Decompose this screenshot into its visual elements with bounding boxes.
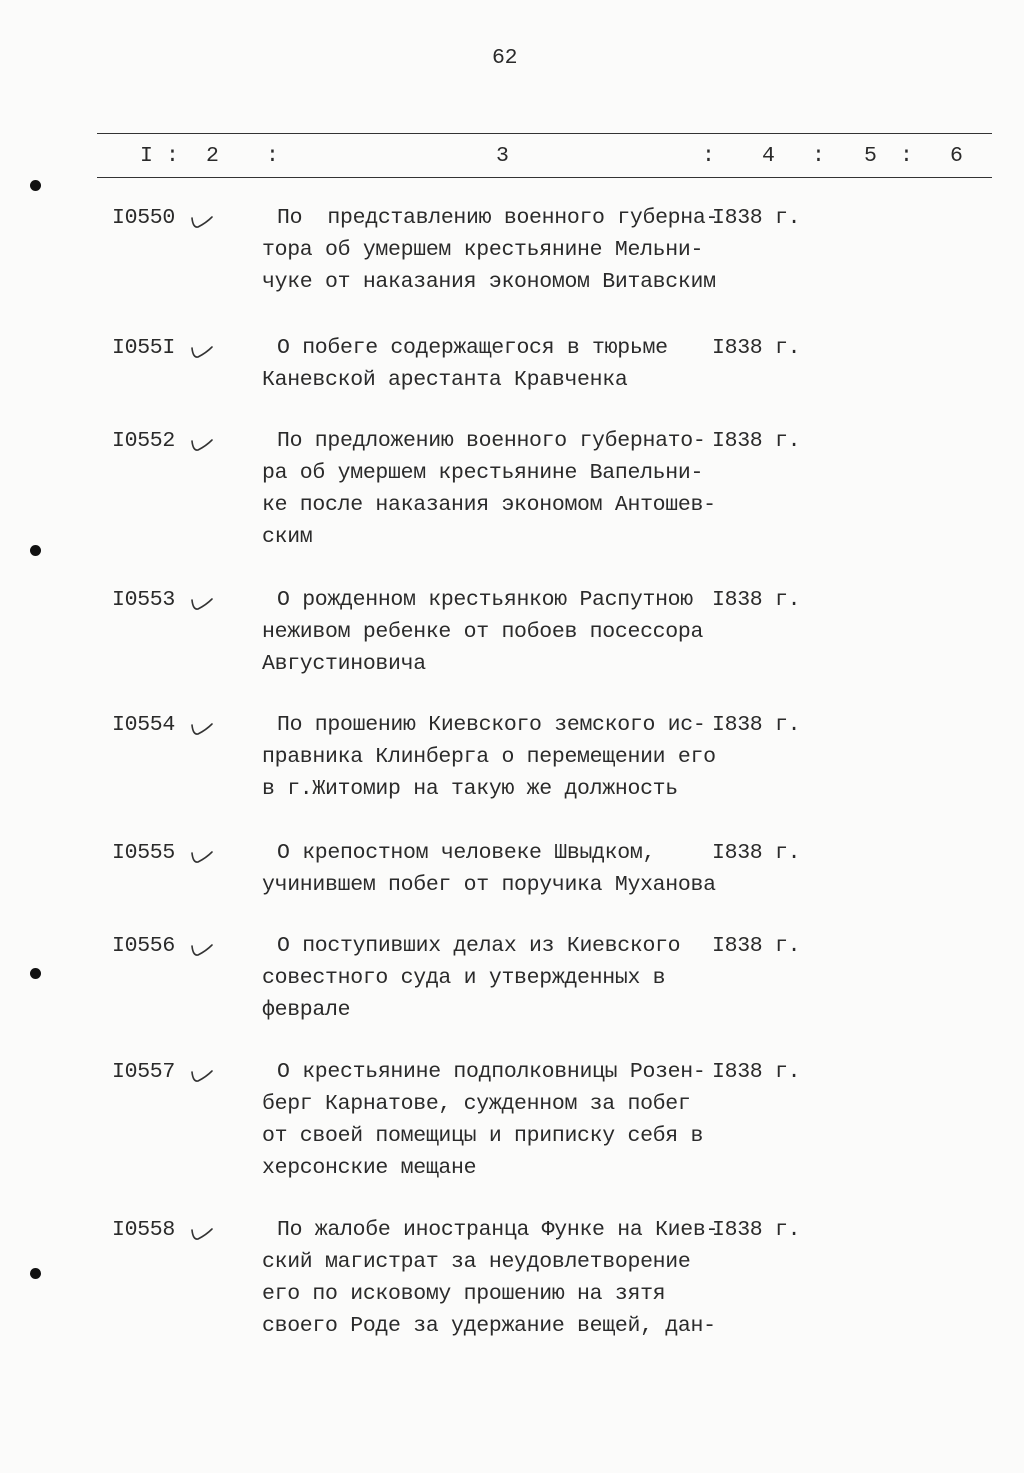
entry-year: I838 г.: [712, 206, 801, 230]
column-header-4: 4: [762, 144, 775, 168]
entry-description-first-line: По прошению Киевского земского ис-: [277, 713, 706, 737]
entry-year: I838 г.: [712, 429, 801, 453]
entry-number: I0553: [112, 588, 176, 612]
column-separator: :: [266, 144, 279, 168]
entry-number: I055I: [112, 336, 176, 360]
entry-description-first-line: О крепостном человеке Швыдком,: [277, 841, 656, 865]
binder-hole: [30, 968, 41, 979]
column-header-5: 5: [864, 144, 877, 168]
column-separator: :: [812, 144, 825, 168]
entry-year: I838 г.: [712, 588, 801, 612]
header-top-rule: [97, 133, 992, 134]
entry-description-line: ский магистрат за неудовлетворение: [262, 1250, 691, 1274]
handwritten-checkmark-icon: [188, 1224, 216, 1246]
handwritten-checkmark-icon: [188, 594, 216, 616]
entry-year: I838 г.: [712, 1060, 801, 1084]
entry-description-line: своего Роде за удержание вещей, дан-: [262, 1314, 716, 1338]
entry-year: I838 г.: [712, 336, 801, 360]
entry-description-line: Каневской арестанта Кравченка: [262, 368, 628, 392]
entry-description-line: ским: [262, 525, 313, 549]
entry-description-first-line: О поступивших делах из Киевского: [277, 934, 681, 958]
entry-description-line: чуке от наказания экономом Витавским: [262, 270, 716, 294]
handwritten-checkmark-icon: [188, 1066, 216, 1088]
entry-description-line: его по исковому прошению на зятя: [262, 1282, 666, 1306]
entry-description-line: берг Карнатове, сужденном за побег: [262, 1092, 691, 1116]
entry-description-line: ке после наказания экономом Антошев-: [262, 493, 716, 517]
entry-year: I838 г.: [712, 934, 801, 958]
page-number: 62: [492, 46, 518, 70]
header-bottom-rule: [97, 177, 992, 178]
entry-description-line: ра об умершем крестьянине Вапельни-: [262, 461, 704, 485]
column-separator: :: [702, 144, 715, 168]
entry-number: I0554: [112, 713, 176, 737]
entry-description-line: херсонские мещане: [262, 1156, 477, 1180]
entry-year: I838 г.: [712, 841, 801, 865]
binder-hole: [30, 1268, 41, 1279]
entry-description-line: от своей помещицы и приписку себя в: [262, 1124, 704, 1148]
handwritten-checkmark-icon: [188, 847, 216, 869]
column-separator: :: [900, 144, 913, 168]
binder-hole: [30, 180, 41, 191]
entry-number: I0557: [112, 1060, 176, 1084]
entry-year: I838 г.: [712, 713, 801, 737]
entry-description-line: учинившем побег от поручика Муханова: [262, 873, 716, 897]
entry-description-first-line: По представлению военного губерна-: [277, 206, 719, 230]
column-separator: :: [166, 144, 179, 168]
handwritten-checkmark-icon: [188, 940, 216, 962]
entry-number: I0558: [112, 1218, 176, 1242]
entry-number: I0552: [112, 429, 176, 453]
handwritten-checkmark-icon: [188, 435, 216, 457]
column-header-1: I: [140, 144, 153, 168]
entry-description-first-line: По предложению военного губернато-: [277, 429, 706, 453]
binder-hole: [30, 545, 41, 556]
entry-description-first-line: О крестьянине подполковницы Розен-: [277, 1060, 706, 1084]
entry-description-line: неживом ребенке от побоев посессора: [262, 620, 704, 644]
entry-description-line: феврале: [262, 998, 351, 1022]
entry-year: I838 г.: [712, 1218, 801, 1242]
column-header-2: 2: [206, 144, 219, 168]
entry-description-line: Августиновича: [262, 652, 426, 676]
entry-description-line: тора об умершем крестьянине Мельни-: [262, 238, 704, 262]
entry-description-first-line: О рожденном крестьянкою Распутною: [277, 588, 693, 612]
entry-description-first-line: О побеге содержащегося в тюрьме: [277, 336, 668, 360]
entry-number: I0555: [112, 841, 176, 865]
entry-number: I0550: [112, 206, 176, 230]
entry-number: I0556: [112, 934, 176, 958]
handwritten-checkmark-icon: [188, 342, 216, 364]
column-header-3: 3: [496, 144, 509, 168]
entry-description-first-line: По жалобе иностранца Функе на Киев-: [277, 1218, 719, 1242]
entry-description-line: правника Клинберга о перемещении его: [262, 745, 716, 769]
column-header-6: 6: [950, 144, 963, 168]
entry-description-line: совестного суда и утвержденных в: [262, 966, 666, 990]
handwritten-checkmark-icon: [188, 719, 216, 741]
handwritten-checkmark-icon: [188, 212, 216, 234]
entry-description-line: в г.Житомир на такую же должность: [262, 777, 678, 801]
